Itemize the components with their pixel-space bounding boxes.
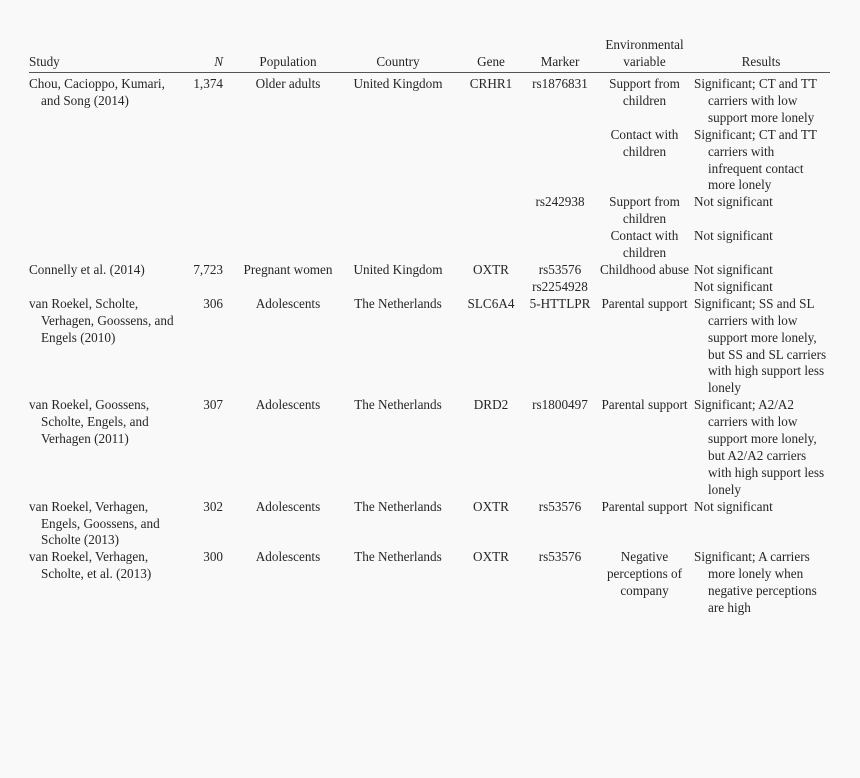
- cell-gene: [459, 127, 525, 195]
- cell-marker: rs2254928: [532, 278, 588, 294]
- cell-gene: DRD2: [473, 397, 509, 413]
- cell-country: The Netherlands: [354, 549, 442, 565]
- cell-results: Not significant: [694, 261, 773, 277]
- col-header-population: Population: [239, 37, 339, 73]
- cell-population: Adolescents: [255, 397, 321, 413]
- cell-gene: CRHR1: [469, 76, 513, 91]
- table-row: [29, 397, 830, 498]
- cell-environmental-variable: [597, 279, 694, 296]
- cell-environmental-variable: Parental support: [601, 498, 688, 514]
- cell-n: 302: [203, 498, 223, 514]
- cell-study: [29, 228, 186, 262]
- col-header-marker: Marker: [525, 37, 597, 73]
- cell-study: [29, 127, 186, 195]
- col-header-gene: Gene: [459, 37, 525, 73]
- cell-n: [186, 194, 239, 228]
- cell-results: Significant; CT and TT carriers with low support more lonely: [694, 76, 817, 125]
- table-row: [29, 549, 830, 617]
- cell-n: 307: [203, 397, 223, 413]
- cell-population: [239, 279, 339, 296]
- cell-study: van Roekel, Goossens, Scholte, Engels, and Verhagen (2011): [29, 397, 150, 447]
- cell-environmental-variable: Parental support: [601, 397, 688, 413]
- cell-population: [239, 228, 339, 262]
- cell-n: [186, 279, 239, 296]
- cell-results: Not significant: [694, 194, 773, 210]
- table-row: [29, 194, 830, 228]
- cell-results: Significant; CT and TT carriers with infrequent contact more lonely: [694, 126, 817, 193]
- cell-n: 306: [203, 295, 223, 311]
- cell-results: Not significant: [694, 498, 773, 514]
- table-row: [29, 73, 830, 127]
- cell-results: Significant; SS and SL carriers with low support more lonely, but SS and SL carriers with high support less lonely: [694, 295, 827, 396]
- cell-environmental-variable: Negative perceptions of company: [606, 549, 683, 599]
- table-row: [29, 127, 830, 195]
- cell-population: [239, 127, 339, 195]
- cell-country: United Kingdom: [353, 76, 443, 91]
- col-header-country: Country: [339, 37, 459, 73]
- cell-marker: [525, 127, 597, 195]
- cell-results: Not significant: [694, 278, 773, 294]
- cell-population: Adolescents: [255, 498, 321, 514]
- cell-environmental-variable: Parental support: [601, 295, 688, 311]
- cell-population: Adolescents: [255, 549, 321, 565]
- cell-marker: rs1876831: [532, 76, 588, 91]
- cell-n: 7,723: [193, 261, 223, 277]
- table-row: [29, 228, 830, 262]
- cell-study: van Roekel, Verhagen, Scholte, et al. (2013): [29, 549, 152, 582]
- cell-country: The Netherlands: [354, 498, 442, 514]
- gene-environment-table: [29, 37, 830, 617]
- cell-marker: rs53576: [538, 498, 582, 514]
- cell-study: Chou, Cacioppo, Kumari, and Song (2014): [29, 76, 165, 108]
- cell-gene: OXTR: [473, 261, 509, 277]
- col-header-environmental-variable: Environmental variable: [597, 37, 694, 73]
- cell-country: The Netherlands: [354, 397, 442, 413]
- col-header-results: Results: [694, 37, 830, 73]
- cell-country: [339, 228, 459, 262]
- cell-study: [29, 279, 186, 296]
- cell-environmental-variable: Support from children: [609, 194, 680, 227]
- table-row: [29, 296, 830, 397]
- cell-n: 1,374: [193, 76, 223, 91]
- col-header-study: Study: [29, 37, 186, 73]
- cell-n: 300: [203, 549, 223, 565]
- col-header-n: N: [186, 37, 239, 73]
- cell-country: United Kingdom: [353, 261, 443, 277]
- cell-marker: rs242938: [535, 194, 585, 210]
- cell-population: [239, 194, 339, 228]
- cell-population: Older adults: [255, 76, 321, 91]
- cell-environmental-variable: Contact with children: [610, 228, 679, 261]
- cell-gene: [459, 279, 525, 296]
- cell-marker: 5-HTTLPR: [529, 295, 591, 311]
- cell-country: [339, 279, 459, 296]
- cell-gene: [459, 194, 525, 228]
- table-row: [29, 262, 830, 279]
- cell-results: Not significant: [694, 228, 773, 244]
- cell-study: [29, 194, 186, 228]
- cell-gene: [459, 228, 525, 262]
- cell-results: Significant; A2/A2 carriers with low support more lonely, but A2/A2 carriers with high support less lonely: [694, 397, 825, 497]
- cell-population: Pregnant women: [243, 261, 333, 277]
- cell-marker: [525, 228, 597, 262]
- cell-marker: rs1800497: [532, 397, 588, 413]
- header-row: [29, 37, 830, 73]
- cell-study: van Roekel, Scholte, Verhagen, Goossens, and Engels (2010): [29, 295, 174, 345]
- cell-population: Adolescents: [255, 295, 321, 311]
- cell-study: Connelly et al. (2014): [29, 261, 145, 277]
- cell-environmental-variable: Childhood abuse: [599, 261, 689, 277]
- cell-country: The Netherlands: [354, 295, 442, 311]
- cell-environmental-variable: Contact with children: [610, 126, 679, 159]
- cell-n: [186, 127, 239, 195]
- cell-gene: OXTR: [473, 549, 509, 565]
- cell-gene: OXTR: [473, 498, 509, 514]
- table-body: [29, 73, 830, 618]
- cell-marker: rs53576: [538, 549, 582, 565]
- cell-study: van Roekel, Verhagen, Engels, Goossens, and Scholte (2013): [29, 498, 160, 548]
- cell-country: [339, 194, 459, 228]
- cell-gene: SLC6A4: [467, 295, 515, 311]
- cell-country: [339, 127, 459, 195]
- table-row: [29, 279, 830, 296]
- cell-marker: rs53576: [538, 261, 582, 277]
- cell-results: Significant; A carriers more lonely when negative perceptions are high: [694, 549, 817, 616]
- cell-environmental-variable: Support from children: [609, 76, 680, 108]
- table-row: [29, 499, 830, 550]
- cell-n: [186, 228, 239, 262]
